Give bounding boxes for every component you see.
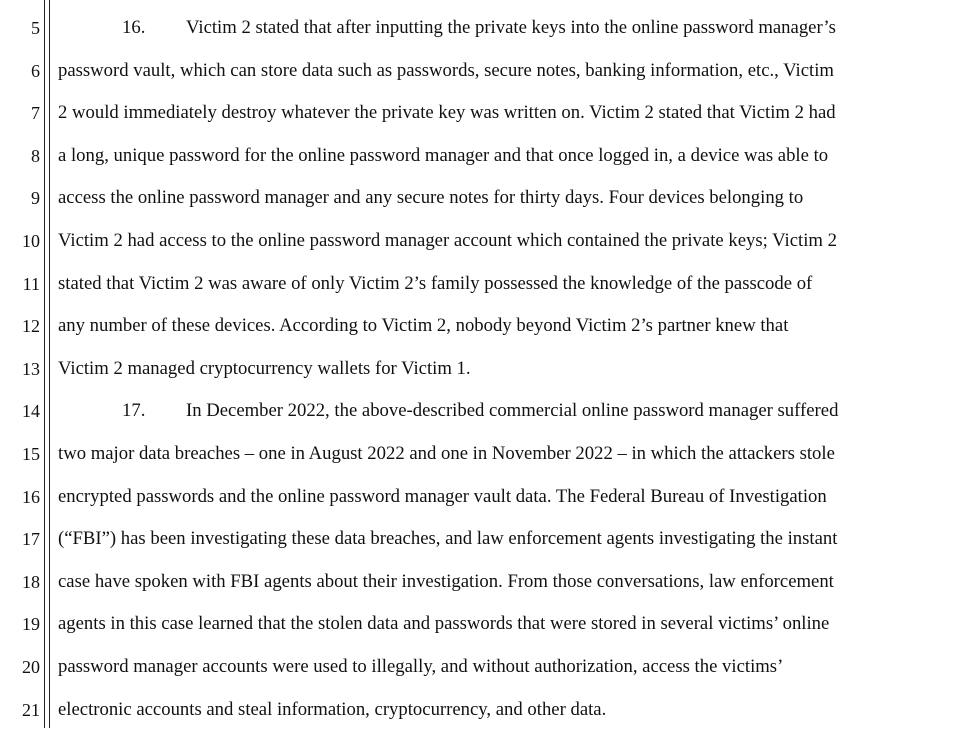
- paragraph-16-line: [58, 7, 968, 50]
- paragraph-17-line: (“FBI”) has been investigating these data breaches, and law enforcement agents investigating the instant: [58, 518, 968, 561]
- line-number: 18: [0, 561, 40, 604]
- paragraph-16-line: access the online password manager and any secure notes for thirty days. Four devices belonging to: [58, 177, 968, 220]
- paragraph-16-line: a long, unique password for the online password manager and that once logged in, a device was able to: [58, 135, 968, 178]
- line-number: 16: [0, 476, 40, 519]
- paragraph-17-line: password manager accounts were used to illegally, and without authorization, access the victims’: [58, 646, 968, 689]
- line-number-column: [0, 7, 40, 731]
- document-body: [58, 7, 968, 731]
- line-number: 5: [0, 7, 40, 50]
- line-number: 21: [0, 689, 40, 731]
- paragraph-16-line: password vault, which can store data such as passwords, secure notes, banking information, etc., Victim: [58, 50, 968, 93]
- paragraph-17-line: [58, 390, 968, 433]
- line-number: 9: [0, 177, 40, 220]
- paragraph-number: 16.: [122, 7, 186, 50]
- paragraph-17-line: electronic accounts and steal information, cryptocurrency, and other data.: [58, 689, 968, 731]
- line-number: 15: [0, 433, 40, 476]
- line-number: 17: [0, 518, 40, 561]
- paragraph-16-line: any number of these devices. According to Victim 2, nobody beyond Victim 2’s partner knew that: [58, 305, 968, 348]
- paragraph-17-line: two major data breaches – one in August 2022 and one in November 2022 – in which the attackers stole: [58, 433, 968, 476]
- line-number: 12: [0, 305, 40, 348]
- line-number: 7: [0, 92, 40, 135]
- line-number: 6: [0, 50, 40, 93]
- paragraph-16-line: Victim 2 managed cryptocurrency wallets for Victim 1.: [58, 348, 968, 391]
- paragraph-text: Victim 2 stated that after inputting the private keys into the online password manager’s: [186, 17, 836, 38]
- paragraph-text: In December 2022, the above-described commercial online password manager suffered: [186, 400, 838, 421]
- line-number: 10: [0, 220, 40, 263]
- paragraph-16-line: 2 would immediately destroy whatever the private key was written on. Victim 2 stated that Victim 2 had: [58, 92, 968, 135]
- line-number: 8: [0, 135, 40, 178]
- paragraph-17-line: agents in this case learned that the stolen data and passwords that were stored in several victims’ online: [58, 603, 968, 646]
- line-number: 14: [0, 390, 40, 433]
- line-number: 11: [0, 263, 40, 306]
- line-number: 19: [0, 603, 40, 646]
- paragraph-17-line: encrypted passwords and the online password manager vault data. The Federal Bureau of Investigation: [58, 476, 968, 519]
- paragraph-17-line: case have spoken with FBI agents about their investigation. From those conversations, law enforcement: [58, 561, 968, 604]
- line-number: 20: [0, 646, 40, 689]
- margin-rule-right: [49, 0, 50, 728]
- paragraph-16-line: Victim 2 had access to the online password manager account which contained the private keys; Victim 2: [58, 220, 968, 263]
- paragraph-number: 17.: [122, 390, 186, 433]
- line-number: 13: [0, 348, 40, 391]
- margin-rule-left: [44, 0, 45, 728]
- paragraph-16-line: stated that Victim 2 was aware of only Victim 2’s family possessed the knowledge of the passcode of: [58, 263, 968, 306]
